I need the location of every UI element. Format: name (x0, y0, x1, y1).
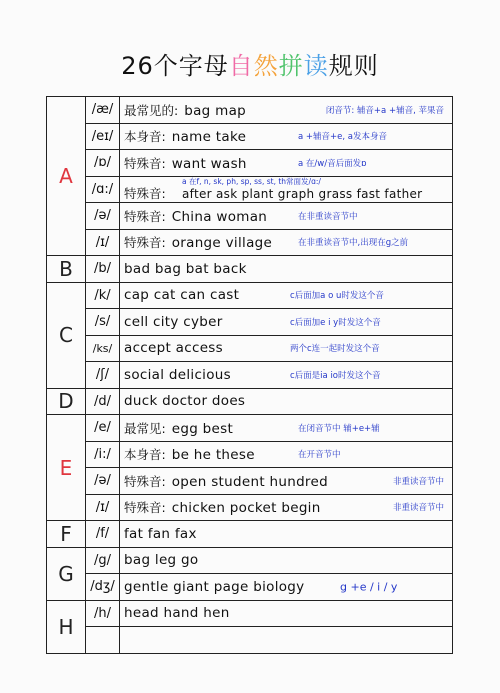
ipa-cell: /s/ (86, 309, 120, 336)
example-cell (120, 521, 453, 548)
sound-label: 特殊音: (124, 155, 166, 171)
example-cell (120, 150, 453, 177)
ipa-cell: /ə/ (86, 468, 120, 495)
example-cell (120, 494, 453, 521)
rule-note: 两个c连一起时发这个音 (290, 344, 380, 355)
rule-note: c后面是ia io时发这个音 (290, 370, 381, 381)
ipa-cell: /ə/ (86, 203, 120, 230)
letter-cell-f: F (47, 521, 86, 548)
example-cell (120, 123, 453, 150)
example-cell (120, 335, 453, 362)
ipa-cell (86, 627, 120, 654)
example-words: egg best (171, 420, 234, 437)
letter-cell-b: B (47, 256, 86, 283)
example-cell (120, 97, 453, 124)
letter-cell-c: C (47, 282, 86, 388)
letter-cell-a: A (47, 97, 86, 256)
table-row (47, 256, 453, 283)
example-words: orange village (171, 235, 273, 252)
example-words: duck doctor does (124, 393, 246, 410)
rule-note: 在开音节中 (298, 450, 341, 461)
table-row (47, 415, 453, 442)
example-cell (120, 229, 453, 256)
title-part: 26个字母 (121, 52, 229, 80)
table-row (47, 282, 453, 309)
ipa-cell: /eɪ/ (86, 123, 120, 150)
rule-note: 闭音节: 辅音+a +辅音, 苹果音 (325, 105, 444, 116)
table-row (47, 97, 453, 124)
example-words: accept access (124, 340, 223, 357)
example-words: bag map (184, 102, 247, 119)
example-cell (120, 282, 453, 309)
sound-label: 特殊音: (124, 235, 166, 251)
sound-label: 特殊音: (124, 473, 166, 489)
ipa-cell: /i:/ (86, 441, 120, 468)
ipa-cell: /h/ (86, 600, 120, 627)
letter-cell-d: D (47, 388, 86, 415)
title-part: 读 (303, 52, 329, 80)
example-words: bad bag bat back (124, 260, 247, 277)
rule-note: a 在/w/音后面发ɒ (298, 158, 367, 169)
rule-note: a +辅音+e, a发本身音 (298, 132, 387, 143)
example-cell (120, 388, 453, 415)
example-words: China woman (171, 208, 268, 225)
title-part: 规则 (328, 52, 379, 80)
example-cell (120, 441, 453, 468)
ipa-cell: /ʃ/ (86, 362, 120, 389)
sound-label: 最常见: (124, 420, 166, 436)
ipa-cell: /e/ (86, 415, 120, 442)
ipa-cell: /ks/ (86, 335, 120, 362)
example-cell (120, 362, 453, 389)
example-words: want wash (171, 155, 247, 172)
example-words: fat fan fax (124, 525, 197, 542)
sound-label: 特殊音: (124, 208, 166, 224)
table-row (47, 388, 453, 415)
rule-note: 非重读音节中 (392, 476, 444, 487)
table-row (47, 468, 453, 495)
example-words: name take (171, 129, 247, 146)
rule-note: a 在f, n, sk, ph, sp, ss, st, th常面发/ɑ:/ (182, 177, 321, 187)
table-row (47, 441, 453, 468)
ipa-cell: /ɪ/ (86, 494, 120, 521)
example-cell (120, 627, 453, 654)
example-cell (120, 415, 453, 442)
example-words: open student hundred (171, 473, 328, 490)
example-words: bag leg go (124, 552, 199, 569)
ipa-cell: /ɪ/ (86, 229, 120, 256)
ipa-cell: /b/ (86, 256, 120, 283)
sound-label: 特殊音: (124, 500, 166, 516)
example-cell (120, 468, 453, 495)
sound-label: 最常见的: (124, 102, 179, 118)
rule-note: 在闭音节中 辅+e+辅 (298, 423, 380, 434)
example-cell (120, 547, 453, 574)
ipa-cell: /k/ (86, 282, 120, 309)
example-words: cell city cyber (124, 313, 223, 330)
table-row (47, 229, 453, 256)
table-row (47, 150, 453, 177)
example-words: be he these (171, 447, 255, 464)
phonics-table (46, 96, 453, 654)
ipa-cell: /ɑ:/ (86, 176, 120, 203)
example-cell (120, 256, 453, 283)
example-cell (120, 309, 453, 336)
title-part: 拼 (278, 52, 304, 80)
example-words: after ask plant graph grass fast father (182, 187, 423, 202)
example-words: gentle giant page biology (124, 578, 305, 595)
ipa-cell: /æ/ (86, 97, 120, 124)
ipa-cell: /ɒ/ (86, 150, 120, 177)
table-row (47, 362, 453, 389)
table-row (47, 123, 453, 150)
title-part: 自 (228, 52, 254, 80)
table-row (47, 627, 453, 654)
table-row (47, 335, 453, 362)
example-words: cap cat can cast (124, 287, 240, 304)
rule-note: g +e / i / y (340, 580, 398, 594)
rule-note: 在非重读音节中,出现在g之前 (298, 238, 409, 249)
letter-cell-e: E (47, 415, 86, 521)
sound-label: 本身音: (124, 129, 166, 145)
rule-note: 非重读音节中 (392, 503, 444, 514)
letter-cell-g: G (47, 547, 86, 600)
table-row (47, 600, 453, 627)
table-row (47, 203, 453, 230)
title-part: 然 (253, 52, 279, 80)
example-cell (120, 600, 453, 627)
table-row (47, 494, 453, 521)
page-title (0, 46, 500, 81)
example-words: chicken pocket begin (171, 500, 321, 517)
table-row (47, 574, 453, 601)
ipa-cell: /g/ (86, 547, 120, 574)
table-row (47, 521, 453, 548)
example-cell (120, 203, 453, 230)
ipa-cell: /dʒ/ (86, 574, 120, 601)
ipa-cell: /f/ (86, 521, 120, 548)
table-row (47, 309, 453, 336)
example-words: head hand hen (124, 605, 230, 622)
example-cell (120, 574, 453, 601)
table-row (47, 176, 453, 203)
sound-label: 本身音: (124, 447, 166, 463)
rule-note: 在非重读音节中 (298, 211, 358, 222)
example-cell (120, 176, 453, 203)
sound-label: 特殊音: (124, 185, 166, 201)
example-words: social delicious (124, 366, 231, 383)
table-row (47, 547, 453, 574)
rule-note: c后面加a o u时发这个音 (290, 291, 384, 302)
ipa-cell: /d/ (86, 388, 120, 415)
letter-cell-h: H (47, 600, 86, 653)
rule-note: c后面加e i y时发这个音 (290, 317, 381, 328)
